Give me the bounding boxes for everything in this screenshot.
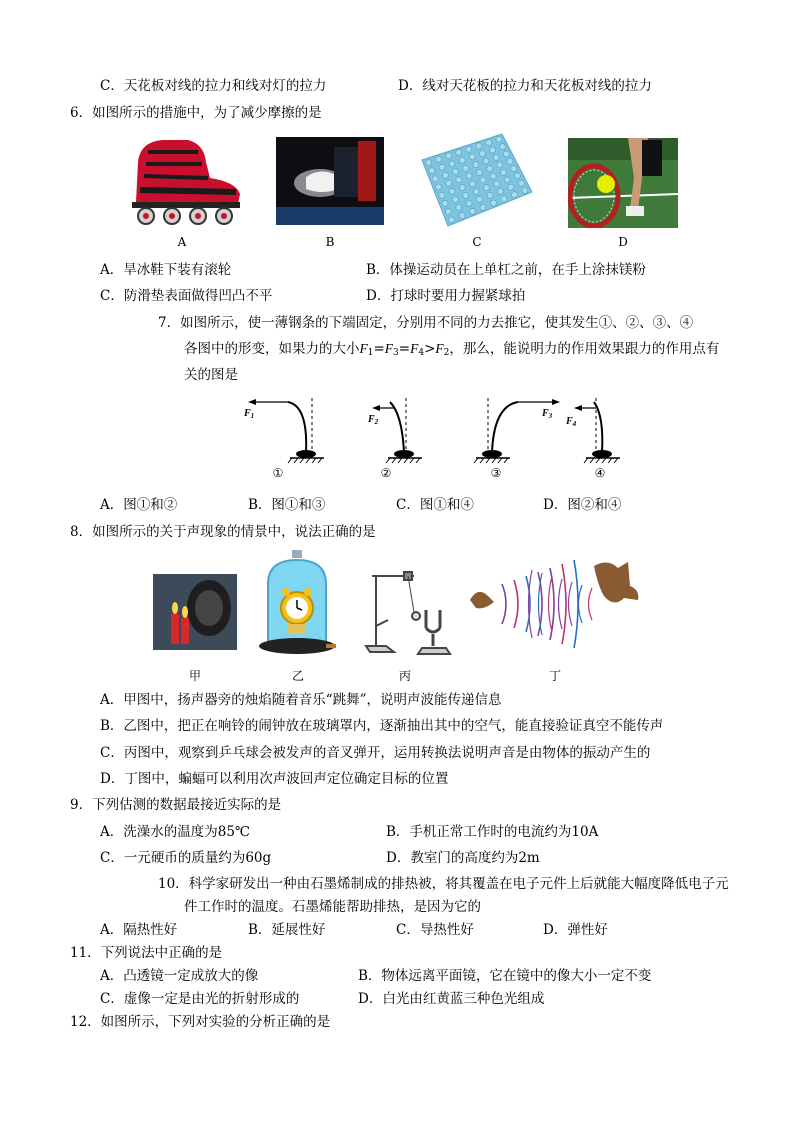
q9-option-d: D．教室门的高度约为2m	[386, 850, 540, 866]
q8-figure-yi-bell-jar	[258, 550, 336, 658]
q7-figure-1	[243, 398, 324, 463]
q6-figure-label-b: B	[325, 235, 335, 249]
q8-figure-label-ding: 丁	[548, 669, 561, 683]
q6-figure-b-chalk-hands	[276, 137, 384, 225]
q6-figure-a-roller-skate	[118, 132, 246, 226]
q8-figure-label-bing: 丙	[398, 669, 411, 683]
q8-figure-label-jia: 甲	[188, 669, 201, 683]
q10-option-c: C．导热性好	[396, 922, 474, 938]
q7-figure-3	[474, 398, 560, 463]
q7-option-b: B．图①和③	[248, 497, 326, 513]
q6-option-c: C．防滑垫表面做得凹凸不平	[100, 288, 273, 304]
q10-option-d: D．弹性好	[543, 922, 608, 938]
q10-option-a: A．隔热性好	[100, 922, 178, 938]
q8-figure-bing-tuning-fork	[364, 566, 456, 656]
q11-option-c: C．虚像一定是由光的折射形成的	[100, 991, 300, 1007]
q9-option-b: B．手机正常工作时的电流约为10A	[386, 824, 599, 840]
q6-stem: 6．如图所示的措施中，为了减少摩擦的是	[70, 105, 322, 121]
q7-stem-line2: 各图中的形变，如果力的大小$F_1=F_3=F_4>F_2$，那么，能说明力的作用效果跟力的作用点有	[184, 341, 720, 358]
q8-figure-jia-speaker-candles	[153, 574, 237, 650]
q10-stem-line2: 件工作时的温度。石墨烯能帮助排热，是因为它的	[184, 899, 481, 915]
q8-option-c: C．丙图中，观察到乒乓球会被发声的音叉弹开，运用转换法说明声音是由物体的振动产生的	[100, 745, 651, 761]
q8-figure-label-yi: 乙	[291, 669, 304, 683]
q6-figure-label-c: C	[472, 235, 482, 249]
q11-option-a: A．凸透镜一定成放大的像	[100, 968, 259, 984]
q9-option-c: C．一元硬币的质量约为60g	[100, 850, 272, 866]
q8-stem: 8．如图所示的关于声现象的情景中，说法正确的是	[70, 524, 376, 540]
q9-option-a: A．洗澡水的温度为85℃	[100, 824, 251, 840]
q6-figure-d-tennis-racket	[568, 138, 678, 228]
q8-figure-ding-bat-echolocation	[468, 556, 644, 652]
q6-option-b: B．体操运动员在上单杠之前，在手上涂抹镁粉	[366, 262, 646, 278]
q6-figure-c-anti-slip-mat	[418, 130, 534, 228]
q8-option-d: D．丁图中，蝙蝠可以利用次声波回声定位确定目标的位置	[100, 771, 449, 787]
q7-option-c: C．图①和④	[396, 497, 474, 513]
q6-option-a: A．旱冰鞋下装有滚轮	[100, 262, 232, 278]
q11-stem: 11．下列说法中正确的是	[70, 945, 223, 961]
q5-option-c: C．天花板对线的拉力和线对灯的拉力	[100, 78, 327, 94]
q10-option-b: B．延展性好	[248, 922, 326, 938]
q10-stem-line1: 10．科学家研发出一种由石墨烯制成的排热被，将其覆盖在电子元件上后就能大幅度降低电子元	[158, 876, 729, 892]
q7-stem-line2-end: ，那么，能说明力的作用效果跟力的作用点有	[449, 341, 720, 357]
q6-figure-label-d: D	[618, 235, 628, 249]
q7-figure-2	[367, 398, 422, 463]
q7-option-d: D．图②和④	[543, 497, 622, 513]
q7-force-label-f2: $F_2$	[368, 414, 379, 426]
q7-stem-line3: 关的图是	[184, 367, 238, 383]
q7-stem-line1: 7．如图所示，使一薄钢条的下端固定，分别用不同的力去推它，使其发生①、②、③、④	[158, 315, 694, 331]
q12-stem: 12．如图所示，下列对实验的分析正确的是	[70, 1014, 331, 1030]
q7-figure-label-4: ④	[594, 466, 606, 480]
q7-figure-label-1: ①	[272, 466, 284, 480]
q7-figure-4	[565, 398, 620, 463]
q7-figure-label-2: ②	[380, 466, 392, 480]
q7-force-label-f3: $F_3$	[542, 408, 553, 420]
q6-figure-label-a: A	[177, 235, 187, 249]
q9-stem: 9．下列估测的数据最接近实际的是	[70, 797, 282, 813]
q11-option-d: D．白光由红黄蓝三种色光组成	[358, 991, 545, 1007]
q11-option-b: B．物体远离平面镜，它在镜中的像大小一定不变	[358, 968, 652, 984]
q8-option-b: B．乙图中，把正在响铃的闹钟放在玻璃罩内，逐渐抽出其中的空气，能直接验证真空不能传声	[100, 718, 664, 734]
q7-force-label-f4: $F_4$	[566, 416, 577, 428]
q6-option-d: D．打球时要用力握紧球拍	[366, 288, 526, 304]
q7-force-label-f1: $F_1$	[244, 408, 255, 420]
q7-figure-label-3: ③	[490, 466, 502, 480]
q7-stem-line2-start: 各图中的形变，如果力的大小	[184, 341, 360, 357]
q8-option-a: A．甲图中，扬声器旁的烛焰随着音乐“跳舞”，说明声波能传递信息	[100, 692, 502, 708]
q5-option-d: D．线对天花板的拉力和天花板对线的拉力	[398, 78, 652, 94]
q7-option-a: A．图①和②	[100, 497, 178, 513]
